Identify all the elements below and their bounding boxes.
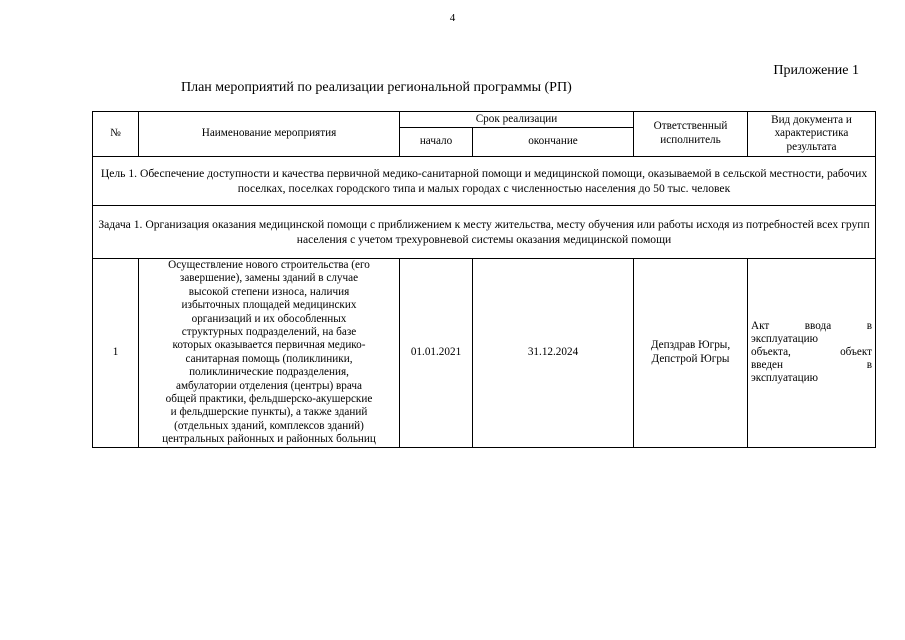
activity-name-line: структурных подразделений, на базе	[181, 326, 357, 339]
activity-name-line: организаций и их обособленных	[191, 312, 347, 325]
task-text: Задача 1. Организация оказания медицинской помощи с приближением к месту жительства, месту обучения или работы исходя из потребностей всех групп населения с учетом трехуровневой системы оказания медицинской помощи	[93, 206, 876, 259]
header-row-top	[93, 112, 876, 128]
result-word: объект	[840, 346, 872, 359]
header-responsible: Ответственный исполнитель	[634, 112, 748, 157]
result-word: введен	[751, 359, 783, 372]
activity-name-line: высокой степени износа, наличия	[188, 285, 350, 298]
activity-name-line: центральных районных и районных больниц	[162, 433, 376, 446]
activity-name-line: завершение), замены зданий в случае	[179, 272, 359, 285]
result-word: объекта,	[751, 346, 791, 359]
activity-name	[139, 259, 400, 448]
result-word: эксплуатацию	[751, 372, 818, 385]
result-word: ввода	[804, 320, 832, 333]
header-start: начало	[400, 128, 473, 157]
appendix-label: Приложение 1	[773, 63, 859, 78]
goal-text: Цель 1. Обеспечение доступности и качества первичной медико-санитарной помощи и медицинской помощи, оказываемой в сельской местности, рабочих поселках, поселках городского типа и малых городах с численностью населения до 50 тыс. человек	[93, 157, 876, 206]
result-word: эксплуатацию	[751, 333, 818, 346]
start-date: 01.01.2021	[400, 259, 473, 448]
responsible-line: Депздрав Югры,	[650, 339, 731, 352]
activity-name-line: (отдельных зданий, комплексов зданий)	[174, 419, 364, 432]
page-number: 4	[449, 12, 456, 24]
activity-name-line: которых оказывается первичная медико-	[172, 339, 366, 352]
activity-name-line: и фельдшерские пункты), а также зданий	[170, 406, 368, 419]
header-number: №	[93, 112, 139, 157]
header-end: окончание	[473, 128, 634, 157]
activity-name-line: общей практики, фельдшерско-акушерские	[165, 393, 373, 406]
result-line	[751, 346, 872, 359]
table-row	[93, 259, 876, 448]
result-line	[751, 320, 872, 333]
activity-name-line: санитарная помощь (поликлиники,	[185, 352, 353, 365]
row-number: 1	[93, 259, 139, 448]
result-word: Акт	[751, 320, 770, 333]
responsible-line: Депстрой Югры	[651, 352, 730, 365]
responsible	[634, 259, 748, 448]
result-description	[748, 259, 876, 448]
document-title: План мероприятий по реализации региональной программы (РП)	[181, 80, 572, 95]
result-word: в	[866, 359, 872, 372]
task-row	[93, 206, 876, 259]
activity-plan-table	[92, 111, 876, 448]
activity-name-line: избыточных площадей медицинских	[181, 299, 357, 312]
header-name: Наименование мероприятия	[139, 112, 400, 157]
end-date: 31.12.2024	[473, 259, 634, 448]
goal-row	[93, 157, 876, 206]
header-period: Срок реализации	[400, 112, 634, 128]
activity-name-line: Осуществление нового строительства (его	[168, 259, 370, 271]
activity-name-line: поликлинические подразделения,	[189, 366, 349, 379]
header-result-type: Вид документа и характеристика результата	[748, 112, 876, 157]
result-word: в	[866, 320, 872, 333]
activity-name-line: амбулатории отделения (центры) врача	[176, 379, 362, 392]
result-line	[751, 359, 872, 372]
